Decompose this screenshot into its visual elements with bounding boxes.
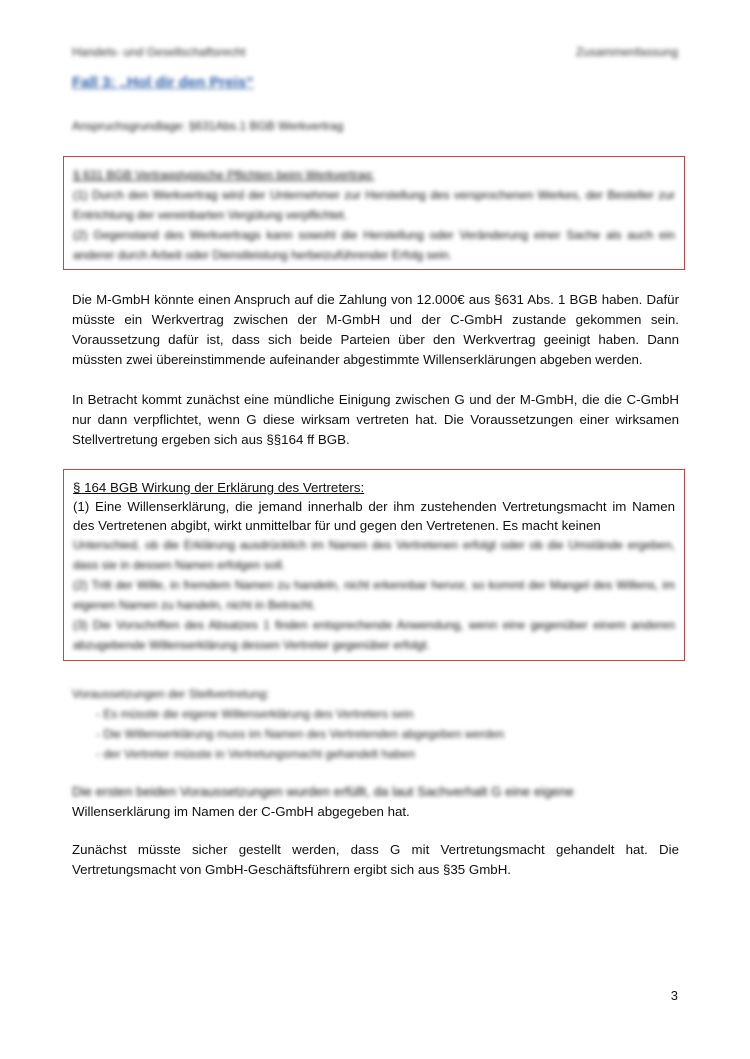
statute-631-para-2: (2) Gegenstand des Werkvertrags kann sowohl die Herstellung oder Veränderung einer Sache als auch ein anderer durch Arbeit oder Dienstleistung herbeizuführender Erfolg sein. bbox=[73, 228, 675, 262]
list-item: - Die Willenserklärung muss im Namen des Vertretenden abgegeben werden bbox=[96, 724, 679, 744]
page-number: 3 bbox=[670, 988, 678, 1003]
statute-164-heading: § 164 BGB Wirkung der Erklärung des Vertreters: bbox=[73, 480, 365, 495]
case-title: Fall 3: „Hol dir den Preis“ bbox=[72, 74, 254, 91]
header-right: Zusammenfassung bbox=[575, 45, 678, 59]
statute-164-para-2: (2) Tritt der Wille, in fremdem Namen zu handeln, nicht erkennbar hervor, so kommt der Mangel des Willens, im eigenen Namen zu handeln, nicht in Betracht. bbox=[73, 578, 675, 612]
paragraph-requirements-met bbox=[72, 782, 679, 822]
header-left: Handels- und Gesellschaftsrecht bbox=[72, 45, 246, 59]
statute-164-para-1-rest: Unterschied, ob die Erklärung ausdrücklich im Namen des Vertretenen erfolgt oder ob die Umstände ergeben, dass sie in dessen Namen erfolgen soll. bbox=[73, 538, 675, 572]
statute-164-blurred bbox=[73, 535, 675, 655]
statute-631-heading: § 631 BGB Vertragstypische Pflichten beim Werkvertrag: bbox=[73, 168, 375, 182]
paragraph-claim: Die M-GmbH könnte einen Anspruch auf die Zahlung von 12.000€ aus §631 Abs. 1 BGB haben. Dafür müsste ein Werkvertrag zwischen der M-GmbH und der C-GmbH zustande gekommen sein. Voraussetzung dafür ist, dass sich beide Parteien über den Werkvertrag geeinigt haben. Dann müssten zwei übereinstimmende aufeinander abgestimmte Willenserklärungen abgeben werden. bbox=[72, 292, 679, 367]
paragraph-requirements-met-blurred: Die ersten beiden Voraussetzungen wurden erfüllt, da laut Sachverhalt G eine eigene bbox=[72, 784, 574, 799]
statute-box-631 bbox=[63, 156, 685, 270]
statute-164-visible bbox=[73, 478, 675, 535]
paragraph-requirements-met-visible: Willenserklärung im Namen der C-GmbH abgegeben hat. bbox=[72, 804, 410, 819]
requirements-list bbox=[72, 684, 679, 764]
statute-box-164 bbox=[63, 469, 685, 661]
statute-164-para-3: (3) Die Vorschriften des Absatzes 1 finden entsprechende Anwendung, wenn eine gegenüber einem anderen abzugebende Willenserklärung dessen Vertreter gegenüber erfolgt. bbox=[73, 618, 675, 652]
list-item: - der Vertreter müsste in Vertretungsmacht gehandelt haben bbox=[96, 744, 679, 764]
statute-164-para-1: (1) Eine Willenserklärung, die jemand innerhalb der ihm zustehenden Vertretungsmacht im Namen des Vertretenen abgibt, wirkt unmittelbar für und gegen den Vertretenen. Es macht keinen bbox=[73, 499, 675, 533]
statute-631-para-1: (1) Durch den Werkvertrag wird der Unternehmer zur Herstellung des versprochenen Werkes, der Besteller zur Entrichtung der vereinbarten Vergütung verpflichtet. bbox=[73, 188, 675, 222]
requirements-heading: Voraussetzungen der Stellvertretung: bbox=[72, 687, 270, 701]
claim-basis: Anspruchsgrundlage: §631Abs.1 BGB Werkvertrag bbox=[72, 119, 344, 133]
statute-box-631-text bbox=[73, 165, 675, 265]
paragraph-authority: Zunächst müsste sicher gestellt werden, dass G mit Vertretungsmacht gehandelt hat. Die Vertretungsmacht von GmbH-Geschäftsführern ergibt sich aus §35 GmbH. bbox=[72, 842, 679, 877]
list-item: - Es müsste die eigene Willenserklärung des Vertreters sein bbox=[96, 704, 679, 724]
paragraph-agency: In Betracht kommt zunächst eine mündliche Einigung zwischen G und der M-GmbH, die die C-GmbH nur dann verpflichtet, wenn G diese wirksam vertreten hat. Die Voraussetzungen einer wirksamen Stellvertretung ergeben sich aus §§164 ff BGB. bbox=[72, 392, 679, 447]
